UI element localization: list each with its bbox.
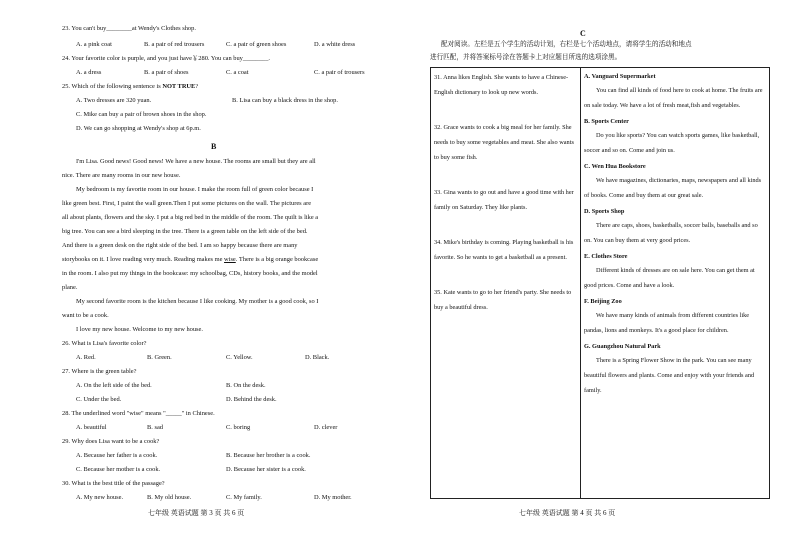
q23-option-b: B. a pair of red trousers <box>144 41 205 48</box>
q26-option-c: C. Yellow. <box>226 354 253 361</box>
page-footer: 七年级 英语试题 第 3 页 共 6 页 <box>148 509 245 517</box>
q27-option-b: B. On the desk. <box>226 382 266 389</box>
place-d-desc: There are caps, shoes, basketballs, soccer balls, baseballs and so on. You can buy them at very good prices. <box>584 222 758 244</box>
matching-table <box>430 67 770 499</box>
instructions-line: 进行匹配，并将答案标号涂在答题卡上对应题目所选的选项涂黑。 <box>430 54 622 61</box>
q29-stem: 29. Why does Lisa want to be a cook? <box>62 438 160 445</box>
activity-32: 32. Grace wants to cook a big meal for her family. She needs to buy some vegetables and meat. She also wants to buy some fish. <box>434 124 574 161</box>
q24-option-c: C. a coat <box>226 69 249 76</box>
passage-line: in the room. I also put my things in the bookcase: my schoolbag, CDs, history books, and the model <box>62 270 318 277</box>
q30-option-b: B. My old house. <box>147 494 192 501</box>
q30-option-a: A. My new house. <box>76 494 124 501</box>
passage-line: like green best. First, I paint the wall green.Then I put some pictures on the wall. The pictures are <box>62 200 312 207</box>
q26-option-b: B. Green. <box>147 354 172 361</box>
q24-stem: 24. Your favorite color is purple, and you just have￥280. You can buy________. <box>62 55 271 62</box>
q29-option-d: D. Because her sister is a cook. <box>226 466 306 473</box>
place-b-name: B. Sports Center <box>584 118 629 125</box>
q30-option-d: D. My mother. <box>314 494 352 501</box>
place-g-name: G. Guangzhou Natural Park <box>584 343 661 350</box>
activity-31: 31. Anna likes English. She wants to have a Chinese-English dictionary to look up new words. <box>434 74 569 96</box>
passage-line: all about plants, flowers and the sky. I put a big red bed in the middle of the room. The quilt is like a <box>62 214 319 221</box>
place-e-desc: Different kinds of dresses are on sale here. You can get them at good prices. Come and have a look. <box>584 267 755 289</box>
q23-option-c: C. a pair of green shoes <box>226 41 287 48</box>
passage-line: storybooks on it. I love reading very much. Reading makes me wise. There is a big orange bookcase <box>62 256 319 263</box>
q25-option-a: A. Two dresses are 320 yuan. <box>76 97 152 104</box>
q23-option-a: A. a pink coat <box>76 41 112 48</box>
places-column <box>581 68 770 499</box>
q25-option-d: D. We can go shopping at Wendy's shop at 6p.m. <box>76 125 201 132</box>
q27-option-c: C. Under the bed. <box>76 396 122 403</box>
q30-option-c: C. My family. <box>226 494 262 501</box>
q23-option-d: D. a white dress <box>314 41 356 48</box>
place-f-desc: We have many kinds of animals from different countries like pandas, lions and monkeys. It's a good place for children. <box>584 312 750 334</box>
q30-stem: 30. What is the best title of the passage? <box>62 480 165 487</box>
place-c-desc: We have magazines, dictionaries, maps, newspapers and all kinds of books. Come and buy them at our great sale. <box>584 177 762 199</box>
q26-option-a: A. Red. <box>76 354 96 361</box>
q24-option-a: A. a dress <box>76 69 102 76</box>
passage-line: big tree. You can see a bird sleeping in the tree. There is a green table on the left side of the bed. <box>62 228 308 235</box>
q29-option-a: A. Because her father is a cook. <box>76 452 158 459</box>
section-c-heading: C <box>580 29 586 38</box>
activity-35: 35. Kate wants to go to her friend's party. She needs to buy a beautiful dress. <box>434 289 572 311</box>
place-b-desc: Do you like sports? You can watch sports games, like basketball, soccer and so on. Come and join us. <box>584 132 760 154</box>
q25-option-b: B. Lisa can buy a black dress in the shop. <box>232 97 338 104</box>
q28-option-d: D. clever <box>314 424 338 431</box>
page-footer: 七年级 英语试题 第 4 页 共 6 页 <box>519 509 616 517</box>
instructions-line: 配对阅读。左栏是五个学生的活动计划，右栏是七个活动地点，请将学生的活动和地点 <box>441 41 692 48</box>
place-g-desc: There is a Spring Flower Show in the park. You can see many beautiful flowers and plants. Come and enjoy with your friends and family. <box>584 357 755 394</box>
section-b-heading: B <box>211 142 217 151</box>
activities-column <box>431 68 581 499</box>
q25-option-c: C. Mike can buy a pair of brown shoes in the shop. <box>76 111 207 118</box>
passage-line: plane. <box>62 284 78 291</box>
place-f-name: F. Beijing Zoo <box>584 298 622 305</box>
passage-line: I love my new house. Welcome to my new house. <box>76 326 203 333</box>
q25-not-true: NOT TRUE <box>162 83 196 90</box>
passage-line: nice. There are many rooms in our new house. <box>62 172 181 179</box>
q27-stem: 27. Where is the green table? <box>62 368 137 375</box>
place-a-name: A. Vanguard Supermarket <box>584 73 656 80</box>
q29-option-c: C. Because her mother is a cook. <box>76 466 161 473</box>
q28-option-b: B. sad <box>147 424 163 431</box>
place-c-name: C. Wen Hua Bookstore <box>584 163 646 170</box>
q25-stem: 25. Which of the following sentence is NOT TRUE? <box>62 83 199 90</box>
activity-34: 34. Mike's birthday is coming. Playing basketball is his favorite. So he wants to get a basketball as a present. <box>434 239 574 261</box>
q26-stem: 26. What is Lisa's favorite color? <box>62 340 147 347</box>
q27-option-a: A. On the left side of the bed. <box>76 382 152 389</box>
q24-option-b: B. a pair of shoes <box>144 69 189 76</box>
passage-line: My bedroom is my favorite room in our house. I make the room full of green color because I <box>76 186 314 193</box>
activity-33: 33. Gina wants to go out and have a good time with her family on Saturday. They like plants. <box>434 189 574 211</box>
q27-option-d: D. Behind the desk. <box>226 396 277 403</box>
q28-stem: 28. The underlined word "wise" means "_____" in Chinese. <box>62 410 215 417</box>
q28-option-a: A. beautiful <box>76 424 107 431</box>
passage-line: I'm Lisa. Good news! Good news! We have a new house. The rooms are small but they are all <box>76 158 316 165</box>
q26-option-d: D. Black. <box>305 354 330 361</box>
q23-stem: 23. You can't buy________at Wendy's Clothes shop. <box>62 25 196 32</box>
place-d-name: D. Sports Shop <box>584 208 625 215</box>
q29-option-b: B. Because her brother is a cook. <box>226 452 311 459</box>
q28-option-c: C. boring <box>226 424 251 431</box>
passage-line: My second favorite room is the kitchen because I like cooking. My mother is a good cook, so I <box>76 298 319 305</box>
q24-option-d: C. a pair of trousers <box>314 69 365 76</box>
underlined-word-wise: wise <box>224 256 236 263</box>
passage-line: want to be a cook. <box>62 312 109 319</box>
place-e-name: E. Clothes Store <box>584 253 628 260</box>
place-a-desc: You can find all kinds of food here to cook at home. The fruits are on sale today. We have a lot of fresh meat,fish and vegetables. <box>584 87 763 109</box>
right-page <box>397 0 794 536</box>
passage-line: And there is a green desk on the right side of the bed. I am so happy because there are many <box>62 242 298 249</box>
